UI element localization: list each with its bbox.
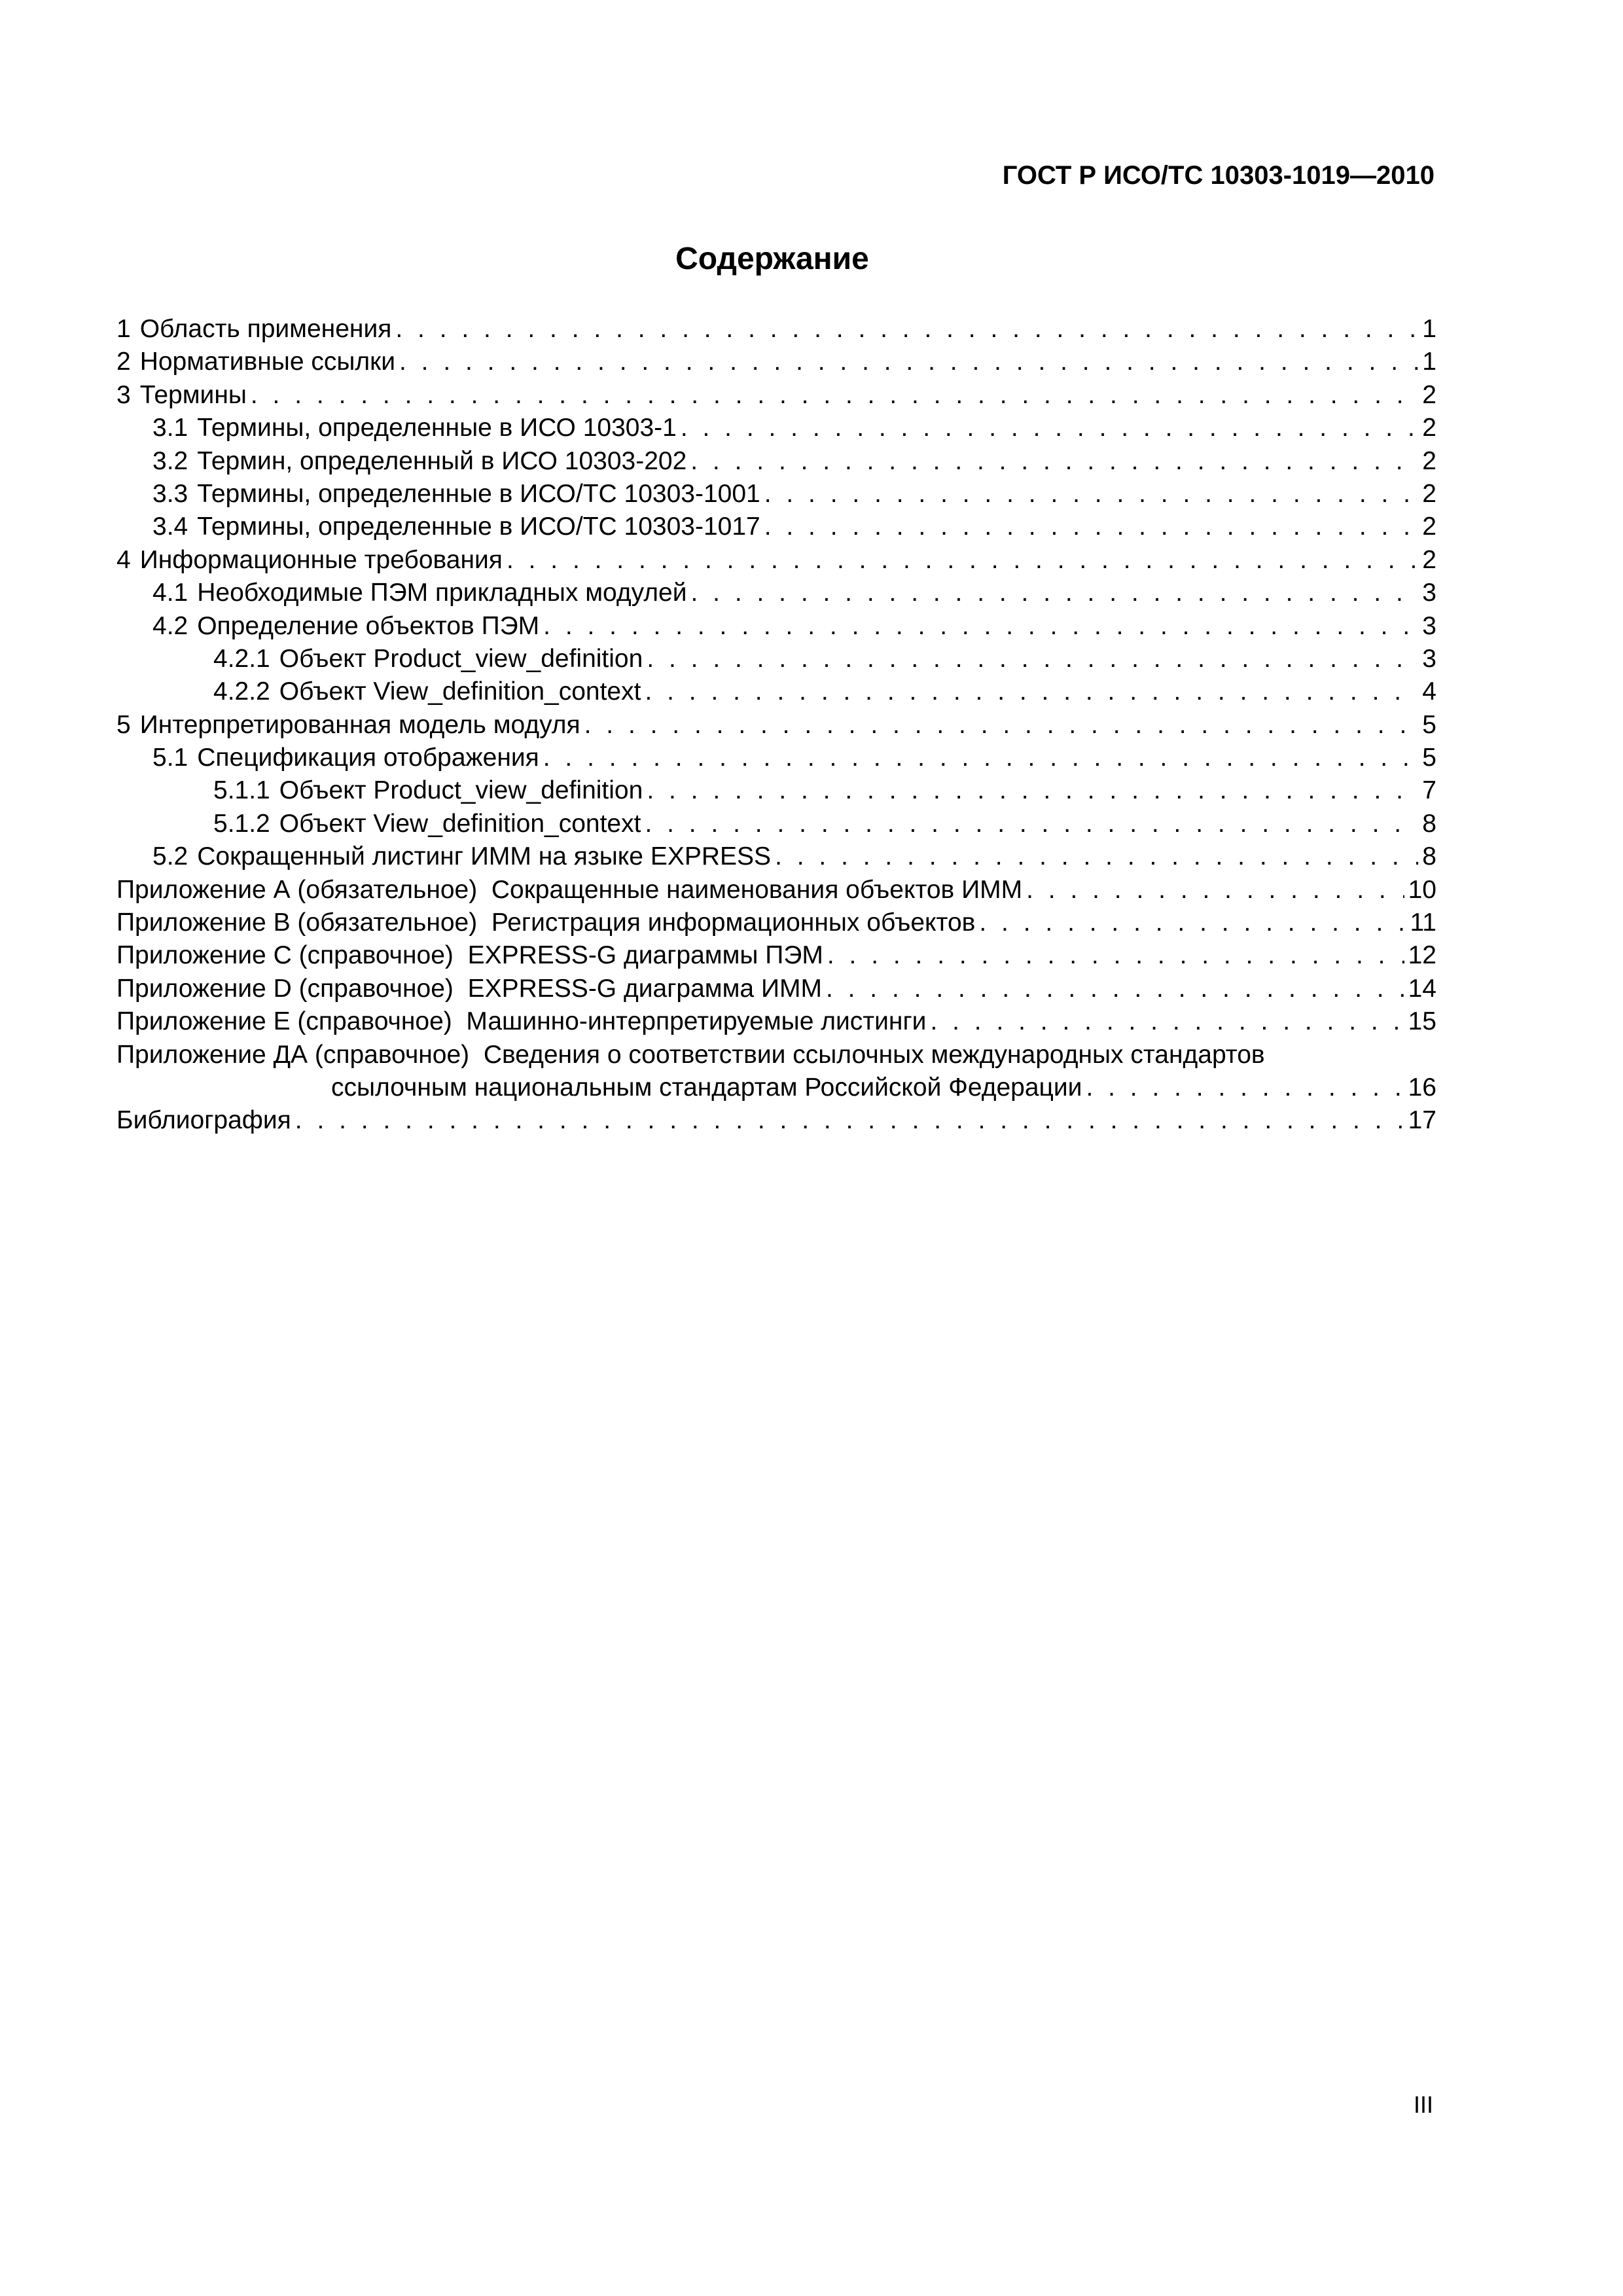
toc-entry-appendix-a[interactable]	[116, 874, 1436, 906]
toc-entry[interactable]	[116, 742, 1436, 774]
toc-entry[interactable]	[116, 808, 1436, 840]
toc-entry-title: Приложение Е (справочное) Машинно-интерпретируемые листинги	[116, 1007, 927, 1036]
toc-entry-page: 11	[1410, 908, 1436, 937]
toc-entry-number: 3.3	[152, 479, 188, 508]
toc-entry[interactable]	[116, 511, 1436, 543]
toc-entry-page: 8	[1422, 809, 1436, 838]
toc-entry-number: 3.2	[152, 446, 188, 475]
toc-entry-page: 1	[1422, 348, 1436, 376]
toc-entry-number: 4.2	[152, 611, 188, 640]
toc-entry-page: 3	[1422, 611, 1436, 640]
toc-entry-number: 5.1.1	[213, 776, 270, 805]
toc-entry-page: 1	[1422, 315, 1436, 343]
toc-entry-page: 7	[1422, 776, 1436, 805]
toc-entry-number: 2	[116, 348, 131, 376]
toc-entry-appendix-c[interactable]	[116, 939, 1436, 972]
toc-dot-leader	[507, 544, 1418, 577]
toc-dot-leader	[1026, 874, 1404, 906]
toc-dot-leader	[647, 643, 1418, 675]
toc-entry-title: Библиография	[116, 1106, 291, 1135]
toc-entry-title: Область применения	[139, 315, 392, 343]
toc-entry[interactable]	[116, 643, 1436, 675]
toc-entry-title: Интерпретированная модель модуля	[139, 710, 580, 739]
toc-entry-page: 16	[1408, 1073, 1436, 1102]
toc-entry-title: Термин, определенный в ИСО 10303-202	[197, 446, 687, 475]
toc-dot-leader	[647, 774, 1418, 807]
toc-dot-leader	[584, 709, 1419, 742]
table-of-contents	[116, 313, 1436, 1138]
toc-entry-title: Приложение А (обязательное) Сокращенные наименования объектов ИММ	[116, 875, 1023, 904]
toc-entry-page: 4	[1422, 677, 1436, 706]
toc-dot-leader	[826, 973, 1404, 1005]
toc-entry-number: 3.1	[152, 414, 188, 442]
page-number: III	[1413, 2091, 1433, 2118]
toc-entry[interactable]	[116, 379, 1436, 412]
toc-entry-bibliography[interactable]	[116, 1104, 1436, 1137]
toc-entry-title: Информационные требования	[139, 545, 503, 574]
toc-entry-page: 2	[1422, 446, 1436, 475]
toc-entry[interactable]	[116, 774, 1436, 807]
toc-entry-page: 2	[1422, 414, 1436, 442]
toc-entry[interactable]	[116, 577, 1436, 609]
document-code: ГОСТ Р ИСО/ТС 10303-1019—2010	[1002, 161, 1435, 190]
toc-dot-leader	[827, 939, 1404, 972]
toc-dot-leader	[645, 675, 1418, 708]
toc-entry-page: 15	[1408, 1007, 1436, 1036]
toc-entry[interactable]	[116, 478, 1436, 511]
toc-entry-number: 1	[116, 315, 131, 343]
toc-dot-leader	[775, 840, 1418, 873]
page-title: Содержание	[675, 242, 869, 276]
toc-entry-title: Приложение С (справочное) EXPRESS-G диаграммы ПЭМ	[116, 941, 823, 970]
toc-entry-page: 12	[1408, 941, 1436, 970]
toc-dot-leader	[764, 478, 1419, 511]
toc-entry-number: 4.1	[152, 579, 188, 607]
toc-entry-title: Сокращенный листинг ИММ на языке EXPRESS	[197, 842, 772, 871]
toc-entry-title: Приложение ДА (справочное) Сведения о соответствии ссылочных международных стандартов	[116, 1040, 1265, 1069]
toc-entry-page: 3	[1422, 644, 1436, 673]
toc-dot-leader	[543, 742, 1419, 774]
toc-entry-page: 3	[1422, 579, 1436, 607]
toc-entry-title: Объект Product_view_definition	[279, 776, 643, 805]
toc-entry-appendix-da[interactable]	[116, 1039, 1436, 1071]
toc-entry[interactable]	[116, 675, 1436, 708]
toc-entry-number: 4	[116, 545, 131, 574]
toc-entry-page: 5	[1422, 710, 1436, 739]
toc-dot-leader	[1086, 1071, 1404, 1104]
toc-entry-title: Приложение В (обязательное) Регистрация информационных объектов	[116, 908, 976, 937]
toc-entry-number: 3.4	[152, 512, 188, 541]
toc-entry-page: 2	[1422, 512, 1436, 541]
toc-entry-number: 5.1.2	[213, 809, 270, 838]
toc-entry-page: 5	[1422, 744, 1436, 772]
toc-entry-title: Термины	[139, 380, 247, 409]
toc-entry-title: ссылочным национальным стандартам Российской Федерации	[331, 1073, 1082, 1102]
toc-entry[interactable]	[116, 709, 1436, 742]
toc-entry[interactable]	[116, 544, 1436, 577]
toc-dot-leader	[979, 906, 1406, 939]
toc-entry-title: Приложение D (справочное) EXPRESS-G диаграмма ИММ	[116, 974, 822, 1003]
toc-entry-title: Термины, определенные в ИСО/ТС 10303-1001	[197, 479, 760, 508]
toc-entry-appendix-d[interactable]	[116, 973, 1436, 1005]
toc-entry-title: Объект View_definition_context	[279, 677, 641, 706]
toc-entry-number: 3	[116, 380, 131, 409]
toc-entry-appendix-e[interactable]	[116, 1005, 1436, 1038]
toc-entry-page: 14	[1408, 974, 1436, 1003]
toc-entry-appendix-da-continued[interactable]	[116, 1071, 1436, 1104]
toc-entry-page: 2	[1422, 545, 1436, 574]
toc-entry-title: Необходимые ПЭМ прикладных модулей	[197, 579, 687, 607]
toc-entry-number: 4.2.2	[213, 677, 270, 706]
toc-dot-leader	[764, 511, 1419, 543]
toc-entry-page: 8	[1422, 842, 1436, 871]
toc-dot-leader	[251, 379, 1418, 412]
toc-entry-number: 5.1	[152, 744, 188, 772]
toc-entry-title: Объект View_definition_context	[279, 809, 641, 838]
toc-dot-leader	[295, 1104, 1404, 1137]
toc-entry-title: Спецификация отображения	[197, 744, 539, 772]
toc-entry[interactable]	[116, 346, 1436, 378]
toc-dot-leader	[395, 313, 1418, 346]
toc-entry-page: 2	[1422, 479, 1436, 508]
toc-entry-title: Нормативные ссылки	[139, 348, 395, 376]
toc-entry[interactable]	[116, 610, 1436, 643]
toc-entry[interactable]	[116, 445, 1436, 478]
toc-entry-number: 5.2	[152, 842, 188, 871]
toc-entry-title: Объект Product_view_definition	[279, 644, 643, 673]
toc-entry-page: 10	[1408, 875, 1436, 904]
toc-entry[interactable]	[116, 412, 1436, 444]
toc-entry-title: Термины, определенные в ИСО/ТС 10303-1017	[197, 512, 760, 541]
toc-entry-page: 17	[1408, 1106, 1436, 1135]
toc-dot-leader	[930, 1005, 1404, 1038]
toc-dot-leader	[645, 808, 1418, 840]
toc-dot-leader	[690, 577, 1418, 609]
toc-entry-title: Термины, определенные в ИСО 10303-1	[197, 414, 677, 442]
toc-entry[interactable]	[116, 840, 1436, 873]
toc-entry-number: 5	[116, 710, 131, 739]
toc-entry-page: 2	[1422, 380, 1436, 409]
toc-entry-number: 4.2.1	[213, 644, 270, 673]
toc-dot-leader	[681, 412, 1418, 444]
toc-entry-title: Определение объектов ПЭМ	[197, 611, 540, 640]
toc-dot-leader	[543, 610, 1418, 643]
toc-entry[interactable]	[116, 313, 1436, 346]
toc-dot-leader	[690, 445, 1418, 478]
toc-entry-appendix-b[interactable]	[116, 906, 1436, 939]
toc-dot-leader	[399, 346, 1418, 378]
